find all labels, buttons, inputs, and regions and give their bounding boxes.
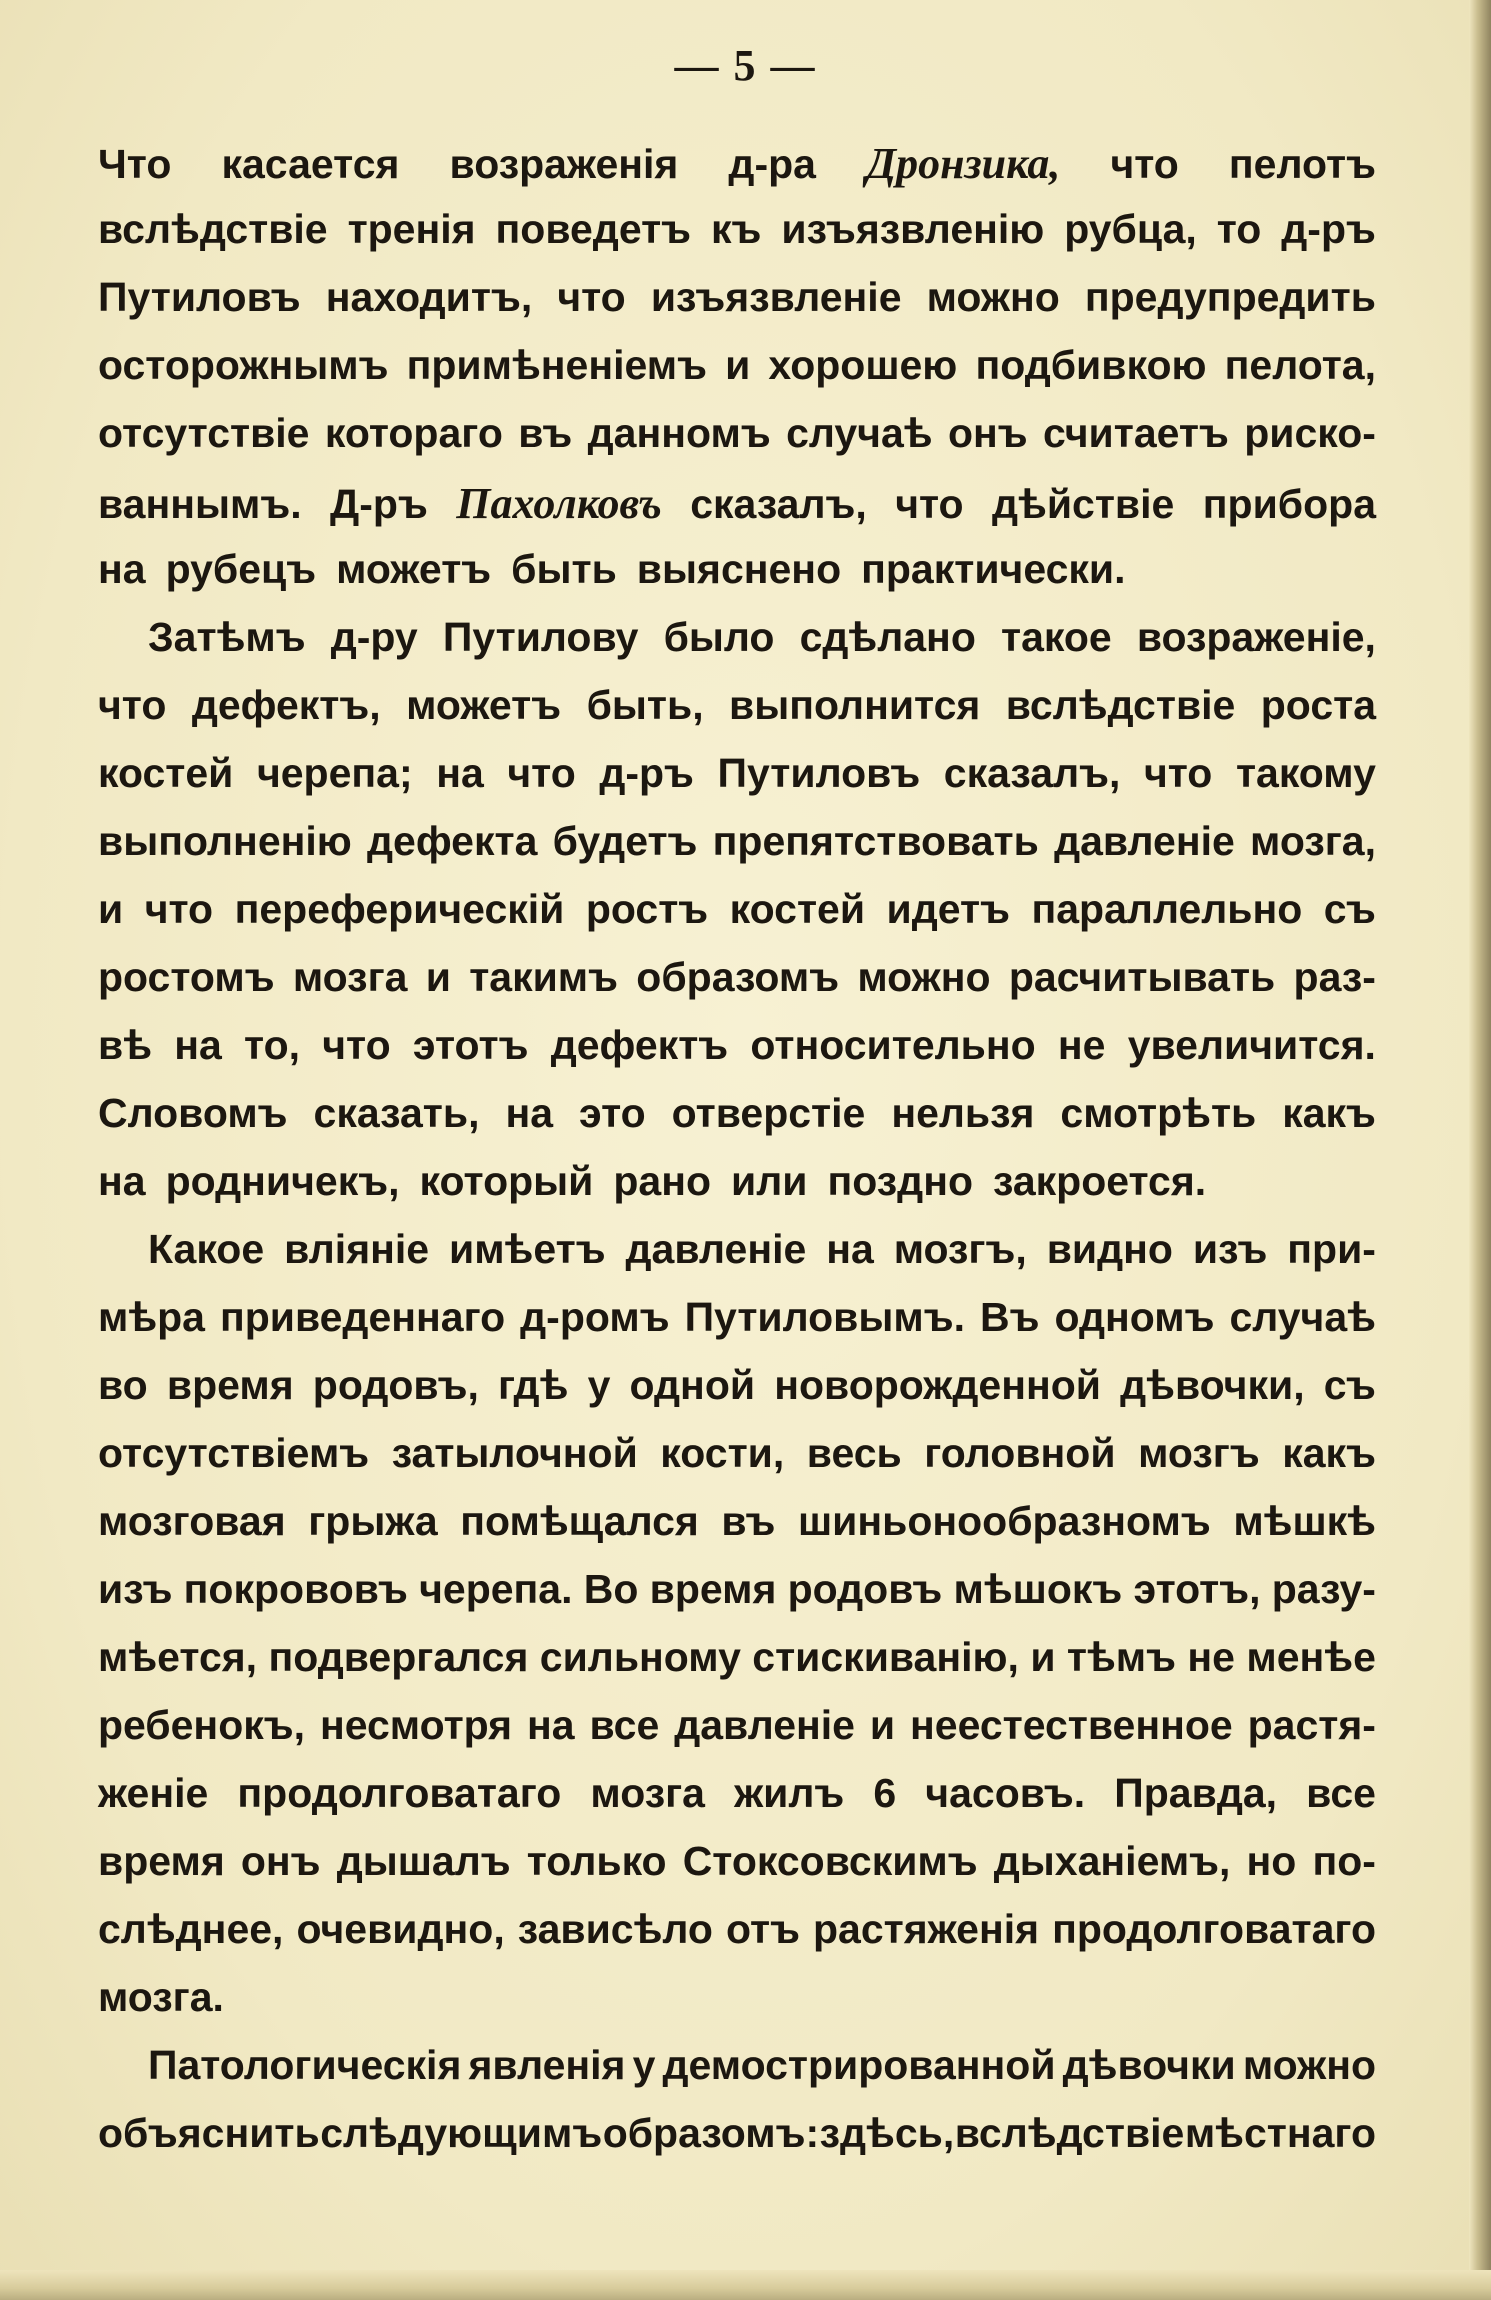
word: объяснить [98,2110,320,2156]
word: который [419,1158,594,1204]
word: новорожденной [774,1362,1101,1408]
word: давленіе [625,1226,807,1272]
word: съ [1323,886,1376,932]
word: мозга [292,954,408,1000]
text-line [98,954,1376,1022]
word: ростъ [585,886,709,932]
word: изъ [1192,1226,1268,1272]
word: изъязвленіе [650,274,902,320]
word: что [322,1022,391,1068]
word: дѣйствіе [992,481,1175,527]
word: костей [729,886,866,932]
text-line [98,1158,1376,1226]
word: прибора [1202,481,1376,527]
word: грыжа [308,1498,438,1544]
word: примѣненіемъ [406,342,707,388]
word: затылочной [391,1430,638,1476]
text-line [98,1702,1376,1770]
word: у [587,1362,611,1408]
word: пелота, [1224,342,1376,388]
word: рубецъ [165,546,317,592]
word: на [527,1702,575,1748]
word: предупредить [1084,274,1376,320]
word: выполнится [729,682,981,728]
word: поведетъ [495,206,692,252]
word: подвергался [268,1634,529,1680]
page-number: — 5 — [674,41,817,90]
word: демострированной [662,2042,1056,2088]
word: кости, [660,1430,785,1476]
word: Путиловъ [717,750,921,796]
text-line [98,546,1376,614]
word: возраженія [449,141,679,187]
word: д-ръ [599,750,694,796]
text-line [98,682,1376,750]
word: что [895,481,964,527]
text-line [98,2042,1376,2110]
word: касается [221,141,400,187]
word: что [144,886,214,932]
word: менѣе [1246,1634,1376,1680]
word: только [526,1838,667,1884]
word: отсутствіе [98,410,310,456]
text-line [98,1974,1376,2042]
word: мозга [590,1770,705,1816]
word: Патологическія [148,2042,462,2088]
word: вѣ [98,1022,153,1068]
word: что [1110,141,1179,187]
word: тѣмъ [1066,1634,1177,1680]
word: увеличится. [1127,1022,1376,1068]
word: раз- [1293,954,1376,1000]
word: мозгъ, [893,1226,1027,1272]
word: нельзя [891,1090,1035,1136]
word: тренія [347,206,476,252]
word: закроется. [993,1158,1207,1204]
word: растя- [1247,1702,1376,1748]
word: давленіе [1054,818,1235,864]
word: то [1216,206,1262,252]
word: все [589,1702,660,1748]
word: ростомъ [98,954,275,1000]
text-line [98,1838,1376,1906]
text-line [98,138,1376,206]
word: видно [1046,1226,1173,1272]
text-line [98,818,1376,886]
word: здѣсь, [819,2110,955,2156]
word: дѣвочки [1062,2042,1236,2088]
word: черепа. [419,1566,573,1612]
word: родничекъ, [165,1158,400,1204]
word: вслѣдствіе [954,2110,1185,2156]
word: Стоксовскимъ [682,1838,978,1884]
word: быть [511,546,617,592]
text-line [98,614,1376,682]
text-line [98,750,1376,818]
word: помѣщался [460,1498,699,1544]
word: переферическій [234,886,565,932]
text-line [98,1430,1376,1498]
word: на [826,1226,874,1272]
word: на [98,1158,146,1204]
text-line [98,1362,1376,1430]
word: Словомъ [98,1090,288,1136]
word: что [557,274,626,320]
word: изъ [98,1566,173,1612]
word: слѣднее, [98,1906,284,1952]
word: д-ра [728,141,816,187]
word: продолговатаго [1052,1906,1376,1952]
word: препятствовать [712,818,1039,864]
word: несмотря [319,1702,513,1748]
text-line [98,1770,1376,1838]
word: у [632,2042,656,2088]
text-line [98,342,1376,410]
word: очевидно, [296,1906,505,1952]
word: образомъ: [602,2110,820,2156]
word: отсутствіемъ [98,1430,370,1476]
word: съ [1323,1362,1376,1408]
word: мозгъ [1138,1430,1260,1476]
word: отъ [725,1906,800,1952]
word: жилъ [734,1770,845,1816]
word: не [1057,1022,1106,1068]
word: явленія [468,2042,626,2088]
word: можетъ [336,546,492,592]
word: случаѣ [786,410,933,456]
word: мѣется, [98,1634,258,1680]
word: такимъ [469,954,619,1000]
word: на [98,546,146,592]
word: что [98,682,167,728]
word: при- [1287,1226,1376,1272]
word: и [725,342,751,388]
word: имѣетъ [449,1226,606,1272]
word: мозга, [1250,818,1376,864]
word: что [507,750,576,796]
text-line [98,206,1376,274]
word: Путиловъ [98,274,301,320]
text-line [98,2110,1376,2178]
text-line [98,1566,1376,1634]
word: сильному [539,1634,741,1680]
word: котораго [324,410,503,456]
word: дефектъ [550,1022,729,1068]
word: можно [926,274,1060,320]
word: весь [806,1430,902,1476]
word: возраженіе, [1136,614,1376,660]
word: д-ръ [1281,206,1376,252]
word: быть, [586,682,704,728]
word: время [98,1838,225,1884]
word: во [98,1362,148,1408]
word: покрововъ [183,1566,408,1612]
word: поздно [827,1158,973,1204]
word: женіе [98,1770,209,1816]
word: костей [98,750,234,796]
body-text [98,138,1376,2178]
word: не [1187,1634,1235,1680]
word: что [1143,750,1213,796]
word: выполненію [98,818,352,864]
word: рано [613,1158,712,1204]
word: практически. [861,546,1126,592]
word: д-ру [330,614,418,660]
word: дефектъ, [191,682,381,728]
word: сказалъ, [943,750,1121,796]
word: къ [711,206,762,252]
word: гдѣ [498,1362,569,1408]
word: слѣдующимъ [320,2110,603,2156]
word: ребенокъ, [98,1702,306,1748]
word: и [869,1702,896,1748]
page-bottom-edge [0,2270,1491,2300]
text-line [98,1634,1376,1702]
word: этотъ, [1133,1566,1261,1612]
word: можно [1242,2042,1376,2088]
word: Д-ръ [330,481,428,527]
word: мѣшокъ [953,1566,1123,1612]
word: сказалъ, [690,481,867,527]
word: все [1306,1770,1376,1816]
word: на [436,750,484,796]
word: роста [1260,682,1376,728]
word: время [649,1566,777,1612]
word: было [663,614,775,660]
word: отверстіе [671,1090,866,1136]
italic-name: Пахолковъ [456,479,662,528]
word: одной [629,1362,756,1408]
word: Затѣмъ [148,614,306,660]
word: черепа; [256,750,413,796]
word: давленіе [674,1702,855,1748]
word: случаѣ [1229,1294,1376,1340]
page-edge-shadow [1469,0,1491,2300]
word: идетъ [886,886,1010,932]
word: мѣстнаго [1184,2110,1376,2156]
word: Въ [979,1294,1040,1340]
word: Во [583,1566,639,1612]
text-line [98,1906,1376,1974]
word: но [1246,1838,1297,1884]
word: по- [1312,1838,1376,1884]
word: головной [924,1430,1116,1476]
word: Путилову [442,614,639,660]
word: такому [1235,750,1376,796]
word: въ [721,1498,776,1544]
word: рубца, [1064,206,1197,252]
word: этотъ [412,1022,529,1068]
word: осторожнымъ [98,342,389,388]
word: продолговатаго [237,1770,562,1816]
word: время [166,1362,294,1408]
italic-name: Дронзика, [866,139,1061,188]
word: онъ [240,1838,321,1884]
word: мѣшкѣ [1233,1498,1376,1544]
word: на [505,1090,554,1136]
text-line [98,410,1376,478]
word: вслѣдствіе [1005,682,1236,728]
word: хорошею [768,342,958,388]
word: 6 [873,1770,897,1816]
word: дышалъ [336,1838,511,1884]
word: дыханіемъ, [993,1838,1231,1884]
word: стискиванію, [752,1634,1019,1680]
word: это [578,1090,646,1136]
word: можетъ [406,682,562,728]
word: одномъ [1054,1294,1215,1340]
word: ваннымъ. [98,481,302,527]
word: шиньонообразномъ [797,1498,1211,1544]
text-line [98,1226,1376,1294]
word: мозга. [98,1974,224,2020]
word: вслѣдствіе [98,206,328,252]
word: выяснено [636,546,842,592]
text-line [98,1498,1376,1566]
word: на [174,1022,222,1068]
word: Что [98,141,172,187]
text-line [98,1294,1376,1362]
word: родовъ [787,1566,943,1612]
word: Правда, [1114,1770,1278,1816]
word: или [731,1158,808,1204]
word: онъ [947,410,1028,456]
word: въ [518,410,573,456]
word: считаетъ [1042,410,1229,456]
word: сказать, [313,1090,480,1136]
text-line [98,1022,1376,1090]
word: какъ [1282,1430,1376,1476]
word: родовъ, [312,1362,479,1408]
word: данномъ [587,410,771,456]
word: смотрѣть [1060,1090,1257,1136]
word: изъязвленію [781,206,1045,252]
word: и [425,954,451,1000]
text-line [98,886,1376,954]
word: зависѣло [517,1906,713,1952]
word: то, [244,1022,301,1068]
word: образомъ [636,954,840,1000]
word: расчитывать [1008,954,1276,1000]
word: мозговая [98,1498,286,1544]
word: сдѣлано [799,614,976,660]
text-line [98,1090,1376,1158]
word: д-ромъ [520,1294,670,1340]
word: дефекта [367,818,538,864]
word: приведеннаго [219,1294,506,1340]
word: мѣра [98,1294,205,1340]
word: часовъ. [925,1770,1086,1816]
word: и [1030,1634,1056,1680]
word: дѣвочки, [1120,1362,1305,1408]
word: вліяніе [284,1226,430,1272]
word: относительно [750,1022,1036,1068]
word: такое [1001,614,1112,660]
word: будетъ [552,818,698,864]
word: риско- [1244,410,1376,456]
word: растяженія [813,1906,1040,1952]
text-line [98,478,1376,546]
word: пелотъ [1228,141,1376,187]
word: находитъ, [325,274,533,320]
word: параллельно [1031,886,1303,932]
word: Какое [148,1226,265,1272]
word: и [98,886,124,932]
word: можно [857,954,991,1000]
word: Путиловымъ. [684,1294,965,1340]
word: подбивкою [975,342,1207,388]
word: разу- [1271,1566,1376,1612]
word: какъ [1282,1090,1376,1136]
text-line [98,274,1376,342]
word: неестественное [910,1702,1233,1748]
